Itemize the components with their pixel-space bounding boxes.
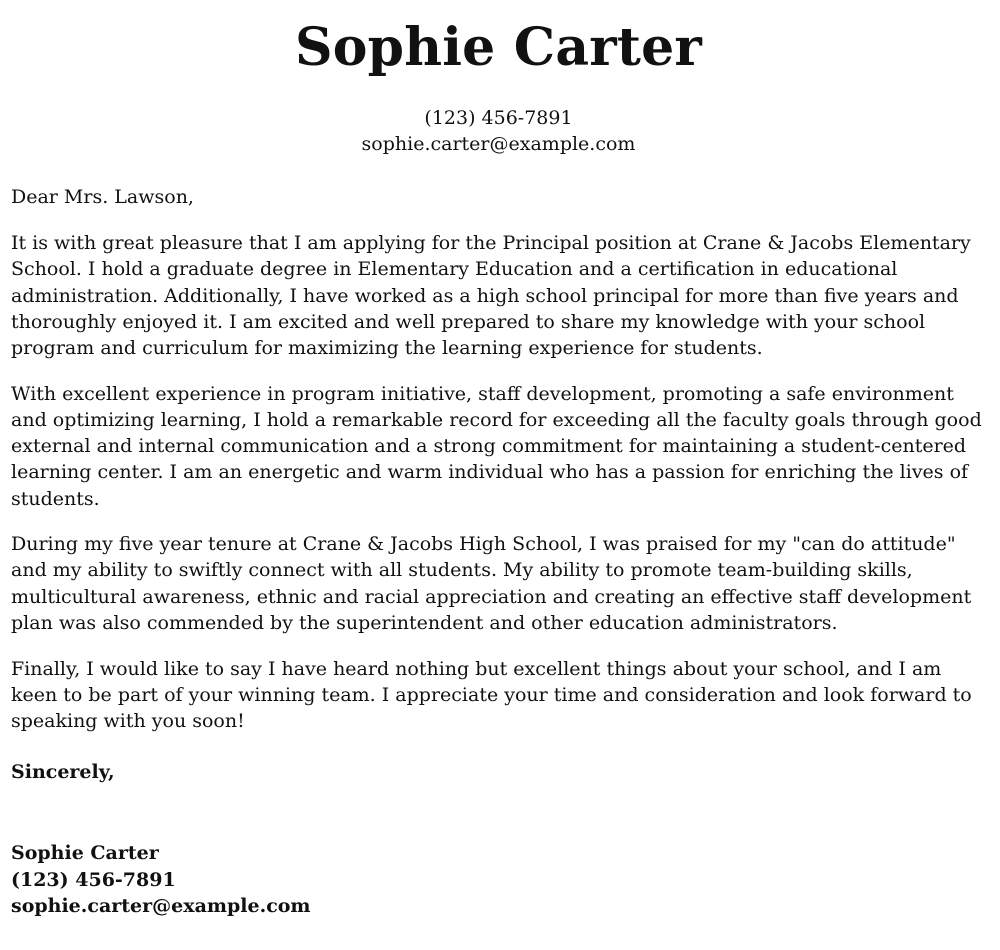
signature-phone: (123) 456-7891: [11, 868, 176, 891]
paragraph-3: During my five year tenure at Crane & Jacobs High School, I was praised for my "can do attitude" and my ability to swiftly connect with all students. My ability to promote team-building skills, multicultural awareness, ethnic and racial appreciation and creating an effective staff development plan was also commended by the superintendent and other education administrators.: [11, 533, 972, 634]
signature-block: [11, 840, 986, 919]
paragraph-1: It is with great pleasure that I am applying for the Principal position at Crane & Jacobs Elementary School. I hold a graduate degree in Elementary Education and a certification in educational administration. Additionally, I have worked as a high school principal for more than five years and thoroughly enjoyed it. I am excited and well prepared to share my knowledge with your school program and curriculum for maximizing the learning experience for students.: [11, 232, 971, 360]
page-title: Sophie Carter: [295, 17, 702, 78]
signature-name: Sophie Carter: [11, 842, 159, 865]
signature-email: sophie.carter@example.com: [11, 894, 311, 917]
letter-body: [11, 184, 986, 785]
paragraph-4: Finally, I would like to say I have heard nothing but excellent things about your school, and I am keen to be part of your winning team. I appreciate your time and consideration and look forward to speaking with you soon!: [11, 657, 972, 732]
greeting: Dear Mrs. Lawson,: [11, 186, 194, 208]
closing: Sincerely,: [11, 761, 115, 784]
header-email: sophie.carter@example.com: [361, 133, 636, 155]
paragraph-2: With excellent experience in program initiative, staff development, promoting a safe environment and optimizing learning, I hold a remarkable record for exceeding all the faculty goals through good external and internal communication and a strong commitment for maintaining a student-centered learning center. I am an energetic and warm individual who has a passion for enriching the lives of students.: [11, 382, 982, 510]
header-contact: [11, 105, 986, 157]
cover-letter-page: [0, 18, 1000, 950]
header-phone: (123) 456-7891: [424, 107, 573, 129]
